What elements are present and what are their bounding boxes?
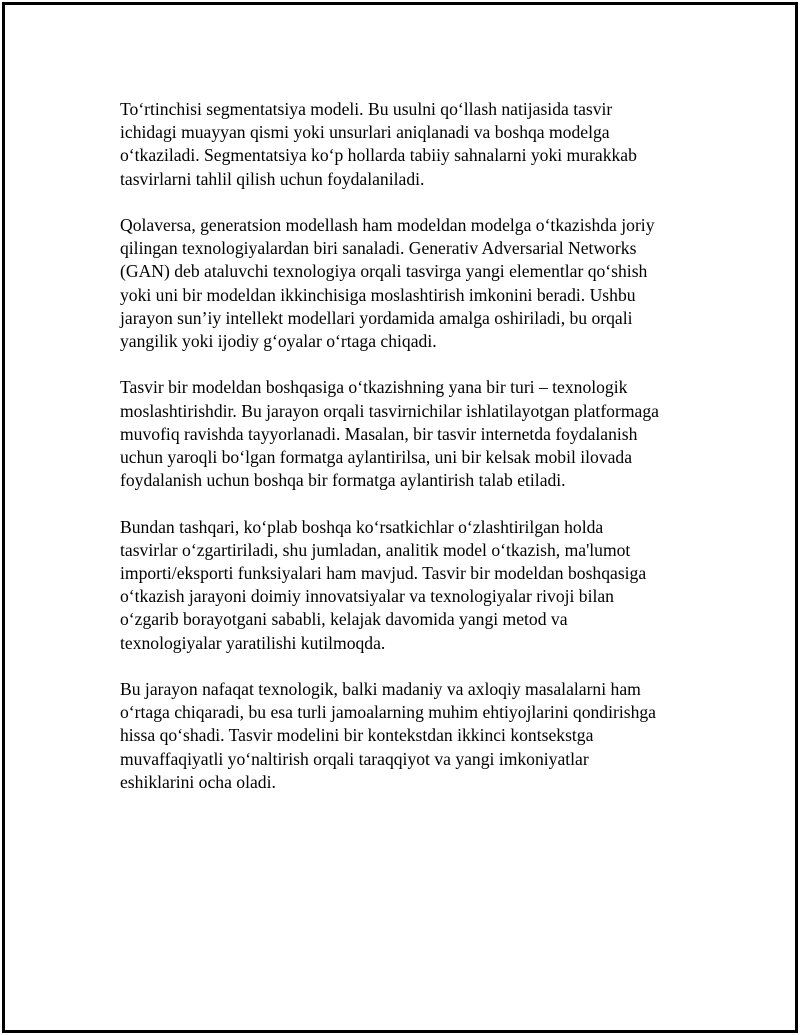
text-line: foydalanish uchun boshqa bir formatga aylantirish talab etiladi. <box>120 470 566 491</box>
page-frame <box>2 2 798 1033</box>
text-line: To‘rtinchisi segmentatsiya modeli. Bu usulni qo‘llash natijasida tasvir <box>120 99 613 119</box>
paragraph-3 <box>120 376 720 492</box>
text-line: Bu jarayon nafaqat texnologik, balki madaniy va axloqiy masalalarni ham <box>120 679 641 700</box>
text-line: o‘tkazish jarayoni doimiy innovatsiyalar va texnologiyalar rivoji bilan <box>120 586 614 607</box>
text-line: texnologiyalar yaratilishi kutilmoqda. <box>120 632 386 653</box>
paragraph-4 <box>120 516 720 655</box>
paragraph-2 <box>120 214 720 353</box>
text-line: eshiklarini ocha oladi. <box>120 771 276 792</box>
text-line: o‘zgarib borayotgani sababli, kelajak davomida yangi metod va <box>120 609 568 630</box>
text-line: yangilik yoki ijodiy g‘oyalar o‘rtaga chiqadi. <box>120 331 437 352</box>
text-line: (GAN) deb ataluvchi texnologiya orqali tasvirga yangi elementlar qo‘shish <box>120 261 648 282</box>
paragraph-1 <box>120 98 720 191</box>
paragraph-5 <box>120 678 720 794</box>
text-line: yoki uni bir modeldan ikkinchisiga moslashtirish imkonini beradi. Ushbu <box>120 284 636 305</box>
text-line: tasvirlarni tahlil qilish uchun foydalaniladi. <box>120 168 425 189</box>
text-line: o‘tkaziladi. Segmentatsiya ko‘p hollarda tabiiy sahnalarni yoki murakkab <box>120 145 637 166</box>
text-line: Bundan tashqari, ko‘plab boshqa ko‘rsatkichlar o‘zlashtirilgan holda <box>120 516 604 537</box>
text-line: muvofiq ravishda tayyorlanadi. Masalan, bir tasvir internetda foydalanish <box>120 423 638 444</box>
text-line: hissa qo‘shadi. Tasvir modelini bir kontekstdan ikkinci kontsekstga <box>120 725 594 746</box>
text-line: tasvirlar o‘zgartiriladi, shu jumladan, analitik model o‘tkazish, ma'lumot <box>120 539 631 560</box>
text-line: qilingan texnologiyalardan biri sanaladi. Generativ Adversarial Networks <box>120 238 637 259</box>
text-line: importi/eksporti funksiyalari ham mavjud. Tasvir bir modeldan boshqasiga <box>120 563 647 584</box>
text-line: uchun yaroqli bo‘lgan formatga aylantirilsa, uni bir kelsak mobil ilovada <box>120 447 633 468</box>
text-line: moslashtirishdir. Bu jarayon orqali tasvirnichilar ishlatilayotgan platformaga <box>120 400 659 421</box>
document-body <box>120 98 720 817</box>
text-line: muvaffaqiyatli yo‘naltirish orqali taraqqiyot va yangi imkoniyatlar <box>120 748 589 769</box>
text-line: Qolaversa, generatsion modellash ham modeldan modelga o‘tkazishda joriy <box>120 215 655 235</box>
text-line: jarayon sun’iy intellekt modellari yordamida amalga oshiriladi, bu orqali <box>120 307 633 328</box>
text-line: o‘rtaga chiqaradi, bu esa turli jamoalarning muhim ehtiyojlarini qondirishga <box>120 702 656 723</box>
text-line: Tasvir bir modeldan boshqasiga o‘tkazishning yana bir turi – texnologik <box>120 377 628 398</box>
text-line: ichidagi muayyan qismi yoki unsurlari aniqlanadi va boshqa modelga <box>120 122 610 143</box>
